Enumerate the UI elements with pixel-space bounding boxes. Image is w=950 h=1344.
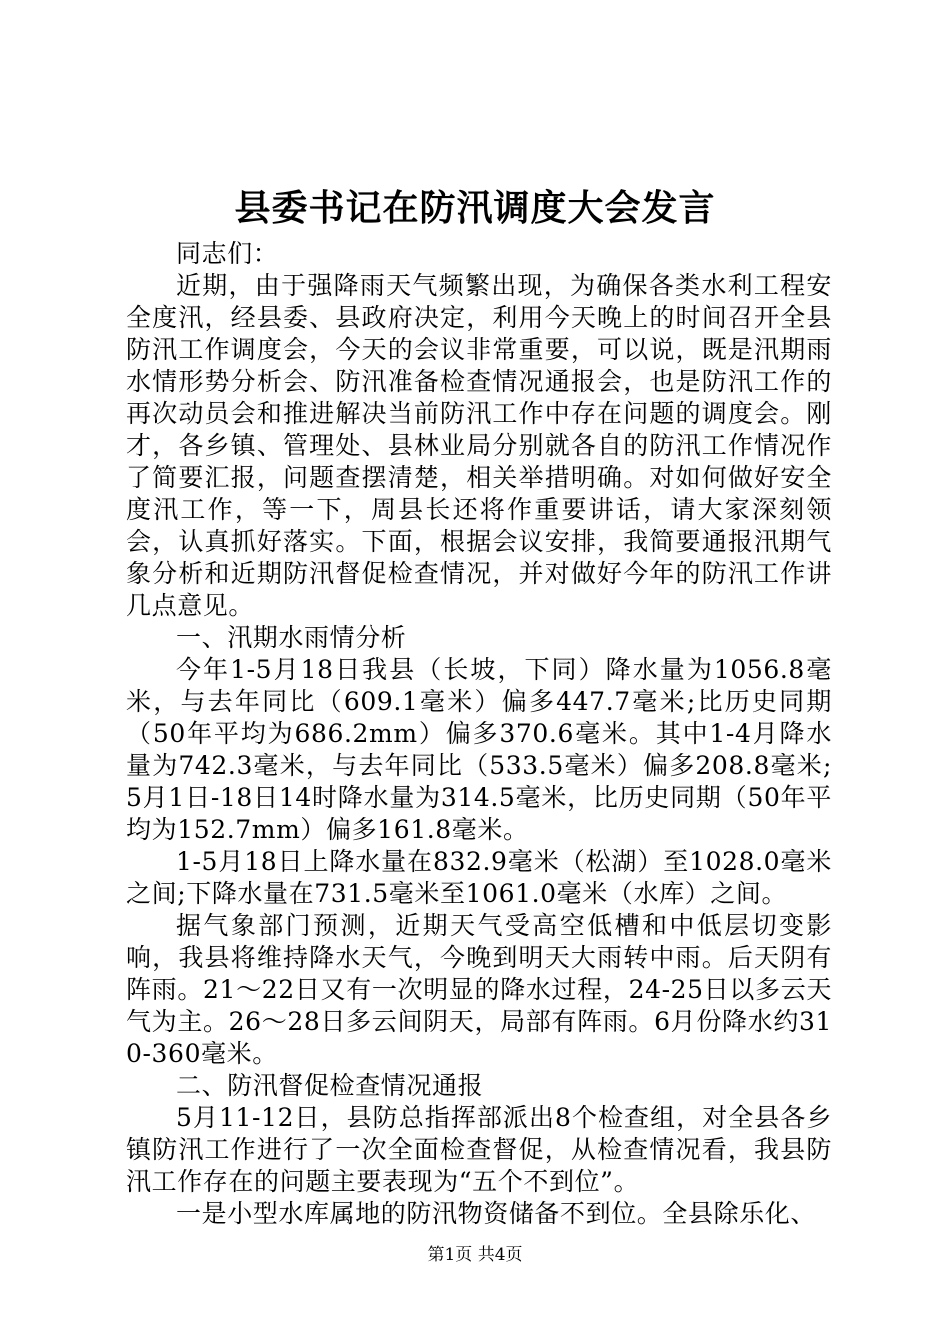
- issue-one-paragraph: 一是小型水库属地的防汛物资储备不到位。全县除乐化、: [176, 1199, 817, 1228]
- salutation-paragraph: 同志们：: [176, 239, 279, 268]
- rainfall-range-paragraph: 1-5月18日上降水量在832.9毫米（松湖）至1028.0毫米之间;下降水量在731.5毫米至1061.0毫米（水库）之间。: [126, 847, 832, 908]
- inspection-paragraph: 5月11-12日，县防总指挥部派出8个检查组，对全县各乡镇防汛工作进行了一次全面检查督促，从检查情况看，我县防汛工作存在的问题主要表现为“五个不到位”。: [126, 1103, 832, 1196]
- section-heading-1: 一、汛期水雨情分析: [176, 623, 407, 652]
- document-body: [126, 238, 832, 1230]
- intro-paragraph: 近期，由于强降雨天气频繁出现，为确保各类水利工程安全度汛，经县委、县政府决定，利用今天晚上的时间召开全县防汛工作调度会，今天的会议非常重要，可以说，既是汛期雨水情形势分析会、防汛准备检查情况通报会，也是防汛工作的再次动员会和推进解决当前防汛工作中存在问题的调度会。刚才，各乡镇、管理处、县林业局分别就各自的防汛工作情况作了简要汇报，问题查摆清楚，相关举措明确。对如何做好安全度汛工作，等一下，周县长还将作重要讲话，请大家深刻领会，认真抓好落实。下面，根据会议安排，我简要通报汛期气象分析和近期防汛督促检查情况，并对做好今年的防汛工作讲几点意见。: [126, 271, 832, 620]
- section-heading-2: 二、防汛督促检查情况通报: [176, 1071, 484, 1100]
- forecast-paragraph: 据气象部门预测，近期天气受高空低槽和中低层切变影响，我县将维持降水天气，今晚到明天大雨转中雨。后天阴有阵雨。21～22日又有一次明显的降水过程，24-25日以多云天气为主。26～28日多云间阴天，局部有阵雨。6月份降水约310-360毫米。: [126, 911, 832, 1068]
- page-footer: 第1页 共4页: [427, 1245, 523, 1265]
- document-title: 县委书记在防汛调度大会发言: [234, 187, 716, 229]
- rainfall-paragraph: 今年1-5月18日我县（长坡，下同）降水量为1056.8毫米，与去年同比（609.1毫米）偏多447.7毫米;比历史同期（50年平均为686.2mm）偏多370.6毫米。其中1-4月降水量为742.3毫米，与去年同比（533.5毫米）偏多208.8毫米;5月1日-18日14时降水量为314.5毫米，比历史同期（50年平均为152.7mm）偏多161.8毫米。: [126, 655, 832, 844]
